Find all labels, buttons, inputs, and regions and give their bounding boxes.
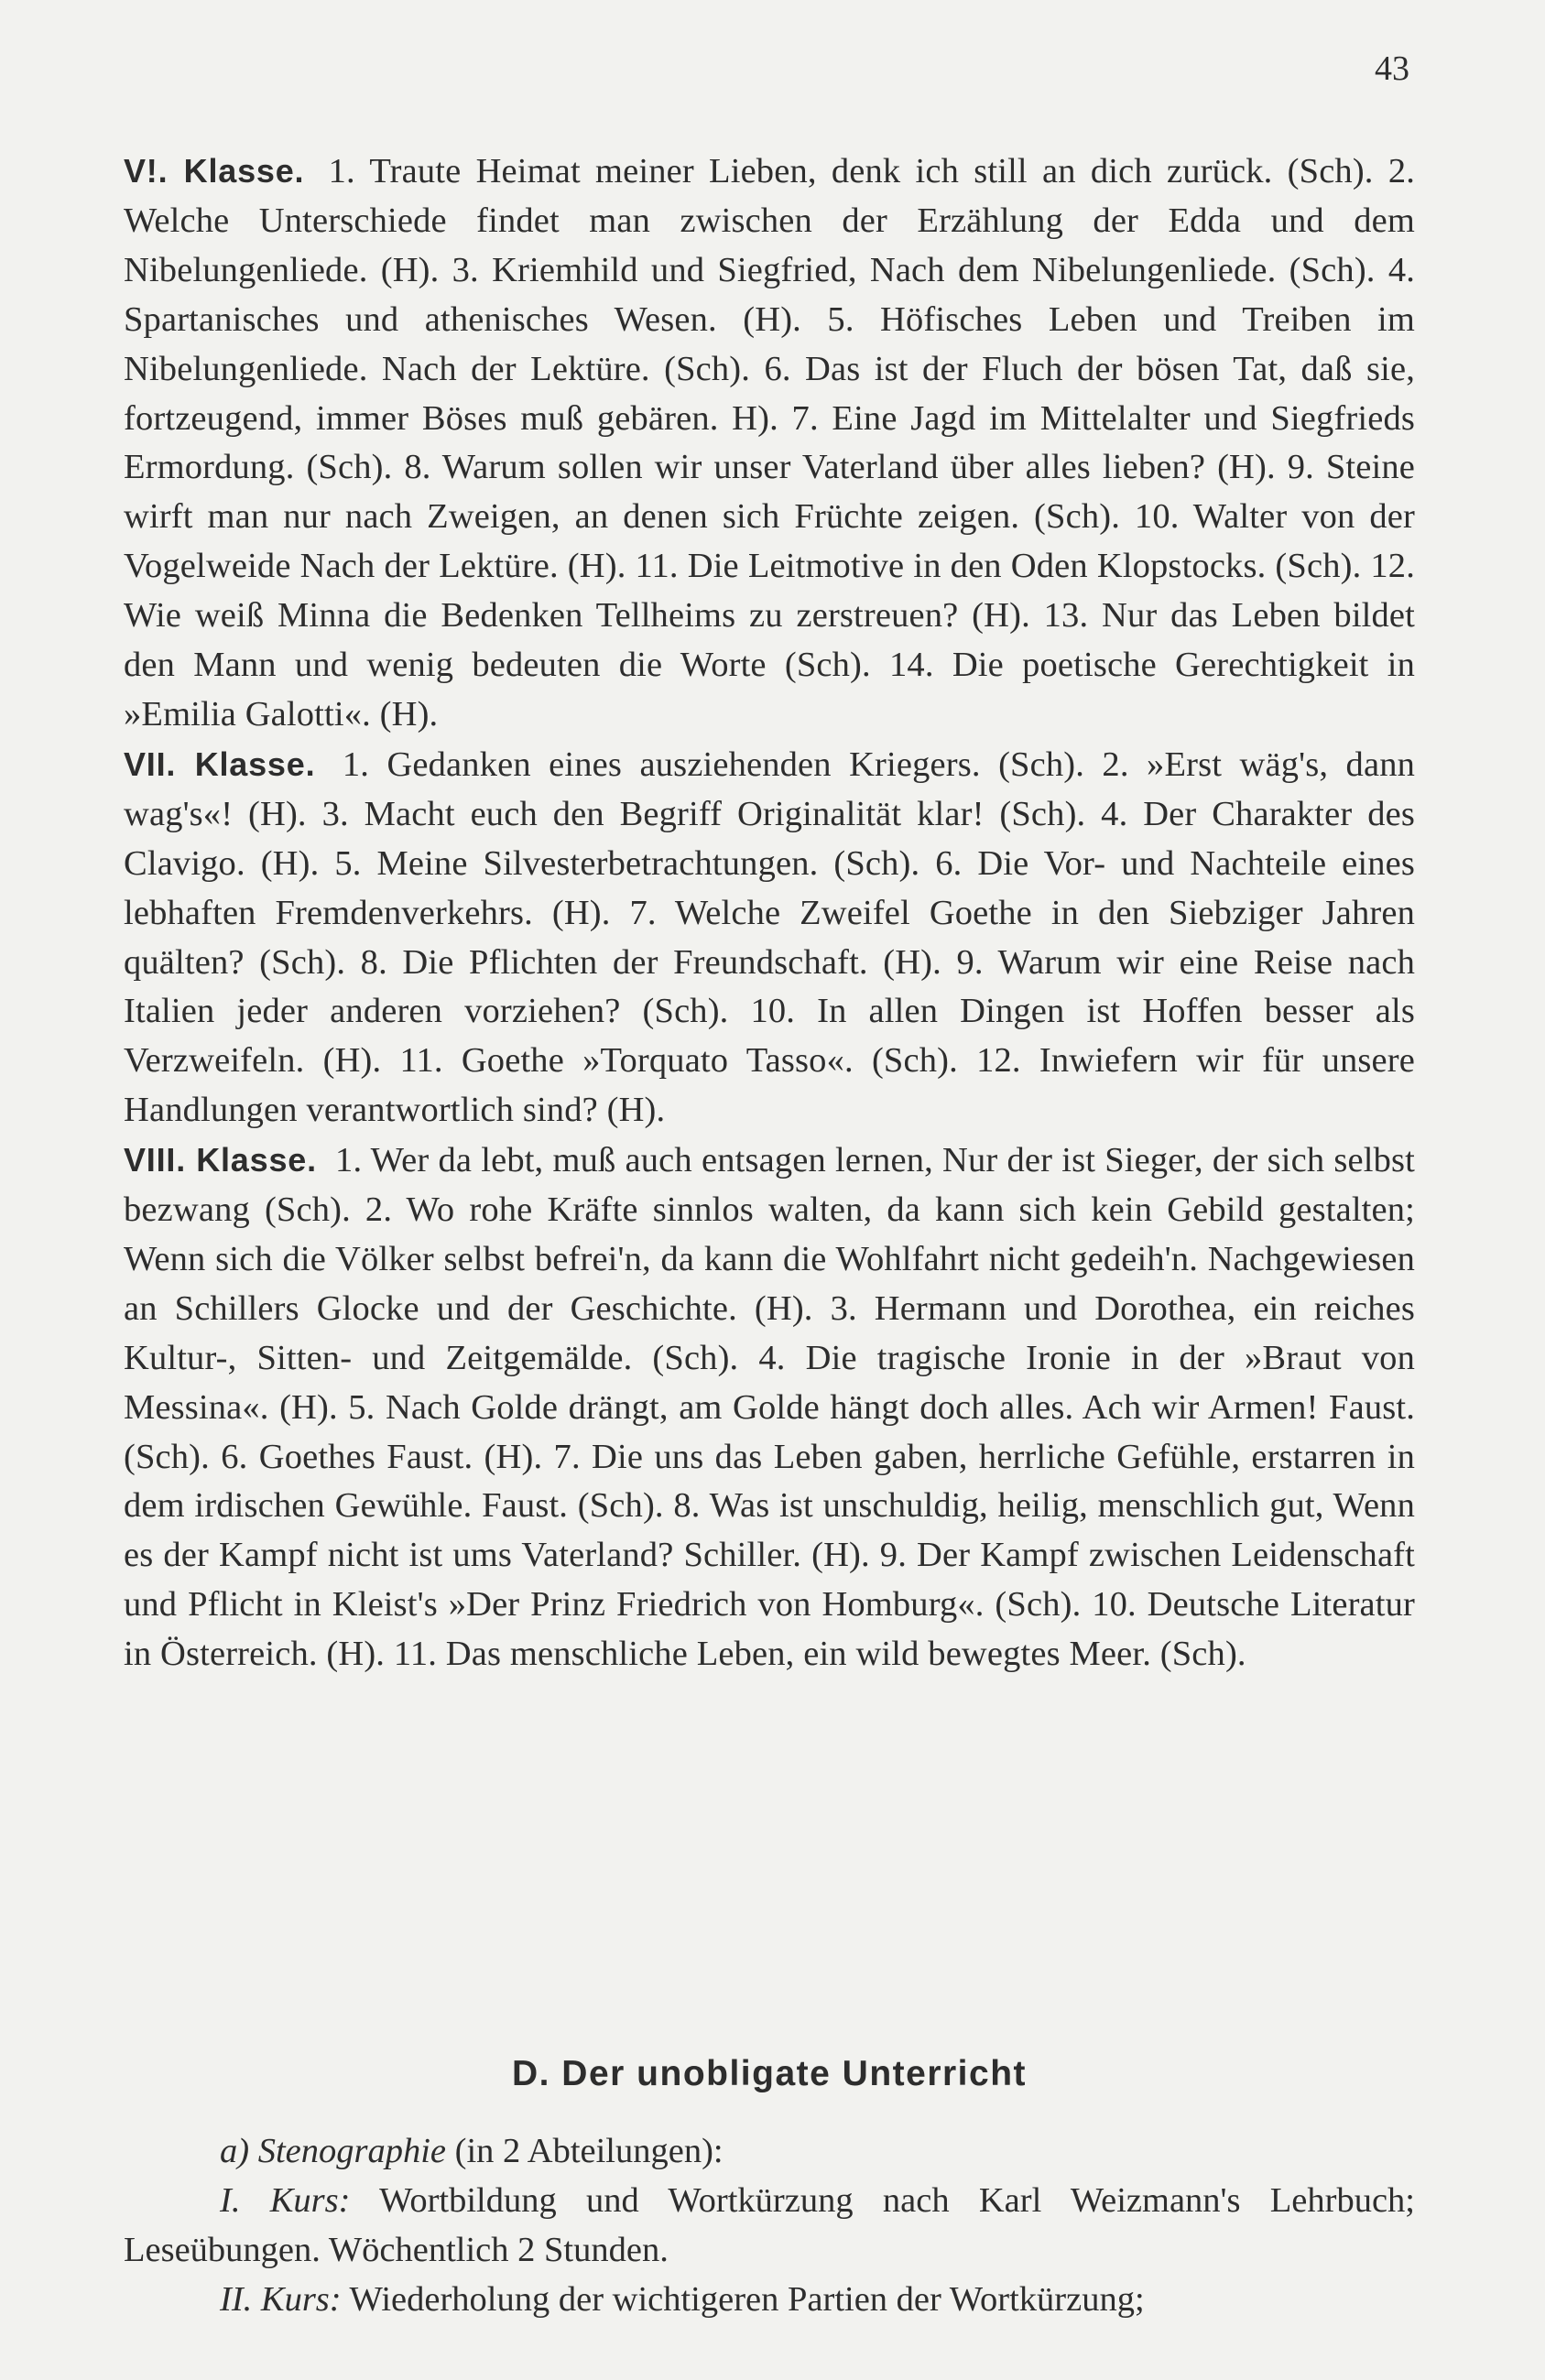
essay-topic-list xyxy=(124,147,1415,1679)
class-label: VII. Klasse. xyxy=(124,744,316,783)
subsection-label: a) Stenographie xyxy=(220,2132,446,2170)
course-2 xyxy=(124,2275,1415,2324)
class-topics: 1. Traute Heimat meiner Lieben, denk ich still an dich zurück. (Sch). 2. Welche Unterschiede findet man zwischen der Erzählung der Edda und dem Nibelungenliede. (H). 3. Kriemhild und Siegfried, Nach dem Nibelungenliede. (Sch). 4. Spartanisches und athenisches Wesen. (H). 5. Höfisches Leben und Treiben im Nibelungenliede. Nach der Lektüre. (Sch). 6. Das ist der Fluch der bösen Tat, daß sie, fortzeugend, immer Böses muß gebären. H). 7. Eine Jagd im Mittelalter und Siegfrieds Ermordung. (Sch). 8. Warum sollen wir unser Vaterland über alles lieben? (H). 9. Steine wirft man nur nach Zweigen, an denen sich Früchte zeigen. (Sch). 10. Walter von der Vogelweide Nach der Lektüre. (H). 11. Die Leitmotive in den Oden Klopstocks. (Sch). 12. Wie weiß Minna die Bedenken Tellheims zu zerstreuen? (H). 13. Nur das Leben bildet den Mann und wenig bedeuten die Worte (Sch). 14. Die poetische Gerechtigkeit in »Emilia Galotti«. (H). xyxy=(124,152,1415,734)
class-entry-viii xyxy=(124,1136,1415,1679)
class-label: VIII. Klasse. xyxy=(124,1141,317,1179)
course-label: II. Kurs: xyxy=(220,2280,342,2319)
course-1 xyxy=(124,2176,1415,2275)
class-entry-vi xyxy=(124,147,1415,740)
course-text: Wortbildung und Wortkürzung nach Karl Weizmann's Lehrbuch; Leseübungen. Wöchentlich 2 Stunden. xyxy=(124,2181,1415,2269)
course-text: Wiederholung der wichtigeren Partien der Wortkürzung; xyxy=(349,2280,1145,2319)
class-topics: 1. Gedanken eines ausziehenden Kriegers. (Sch). 2. »Erst wäg's, dann wag's«! (H). 3. Macht euch den Begriff Originalität klar! (Sch). 4. Der Charakter des Clavigo. (H). 5. Meine Silvesterbetrachtungen. (Sch). 6. Die Vor- und Nachteile eines lebhaften Fremdenverkehrs. (H). 7. Welche Zweifel Goethe in den Siebziger Jahren quälten? (Sch). 8. Die Pflichten der Freundschaft. (H). 9. Warum wir eine Reise nach Italien jeder anderen vorziehen? (Sch). 10. In allen Dingen ist Hoffen besser als Verzweifeln. (H). 11. Goethe »Torquato Tasso«. (Sch). 12. Inwiefern wir für unsere Handlungen verantwortlich sind? (H). xyxy=(124,744,1415,1130)
class-entry-vii xyxy=(124,740,1415,1136)
class-topics: 1. Wer da lebt, muß auch entsagen lernen, Nur der ist Sieger, der sich selbst bezwang (Sch). 2. Wo rohe Kräfte sinnlos walten, da kann sich kein Gebild gestalten; Wenn sich die Völker selbst befrei'n, da kann die Wohlfahrt nicht gedeih'n. Nachgewiesen an Schillers Glocke und der Geschichte. (H). 3. Hermann und Dorothea, ein reiches Kultur-, Sitten- und Zeitgemälde. (Sch). 4. Die tragische Ironie in der »Braut von Messina«. (H). 5. Nach Golde drängt, am Golde hängt doch alles. Ach wir Armen! Faust. (Sch). 6. Goethes Faust. (H). 7. Die uns das Leben gaben, herrliche Gefühle, erstarren in dem irdischen Gewühle. Faust. (Sch). 8. Was ist unschuldig, heilig, menschlich gut, Wenn es der Kampf nicht ist ums Vaterland? Schiller. (H). 9. Der Kampf zwischen Leidenschaft und Pflicht in Kleist's »Der Prinz Friedrich von Homburg«. (Sch). 10. Deutsche Literatur in Österreich. (H). 11. Das menschliche Leben, ein wild bewegtes Meer. (Sch). xyxy=(124,1141,1415,1674)
page-number: 43 xyxy=(1375,49,1409,88)
optional-instruction-section xyxy=(124,2126,1415,2324)
subsection-stenographie xyxy=(124,2126,1415,2176)
course-label: I. Kurs: xyxy=(220,2181,351,2220)
section-heading: D. Der unobligate Unterricht xyxy=(511,2054,1028,2093)
subsection-text: (in 2 Abteilungen): xyxy=(454,2132,724,2170)
class-label: V!. Klasse. xyxy=(124,152,305,190)
